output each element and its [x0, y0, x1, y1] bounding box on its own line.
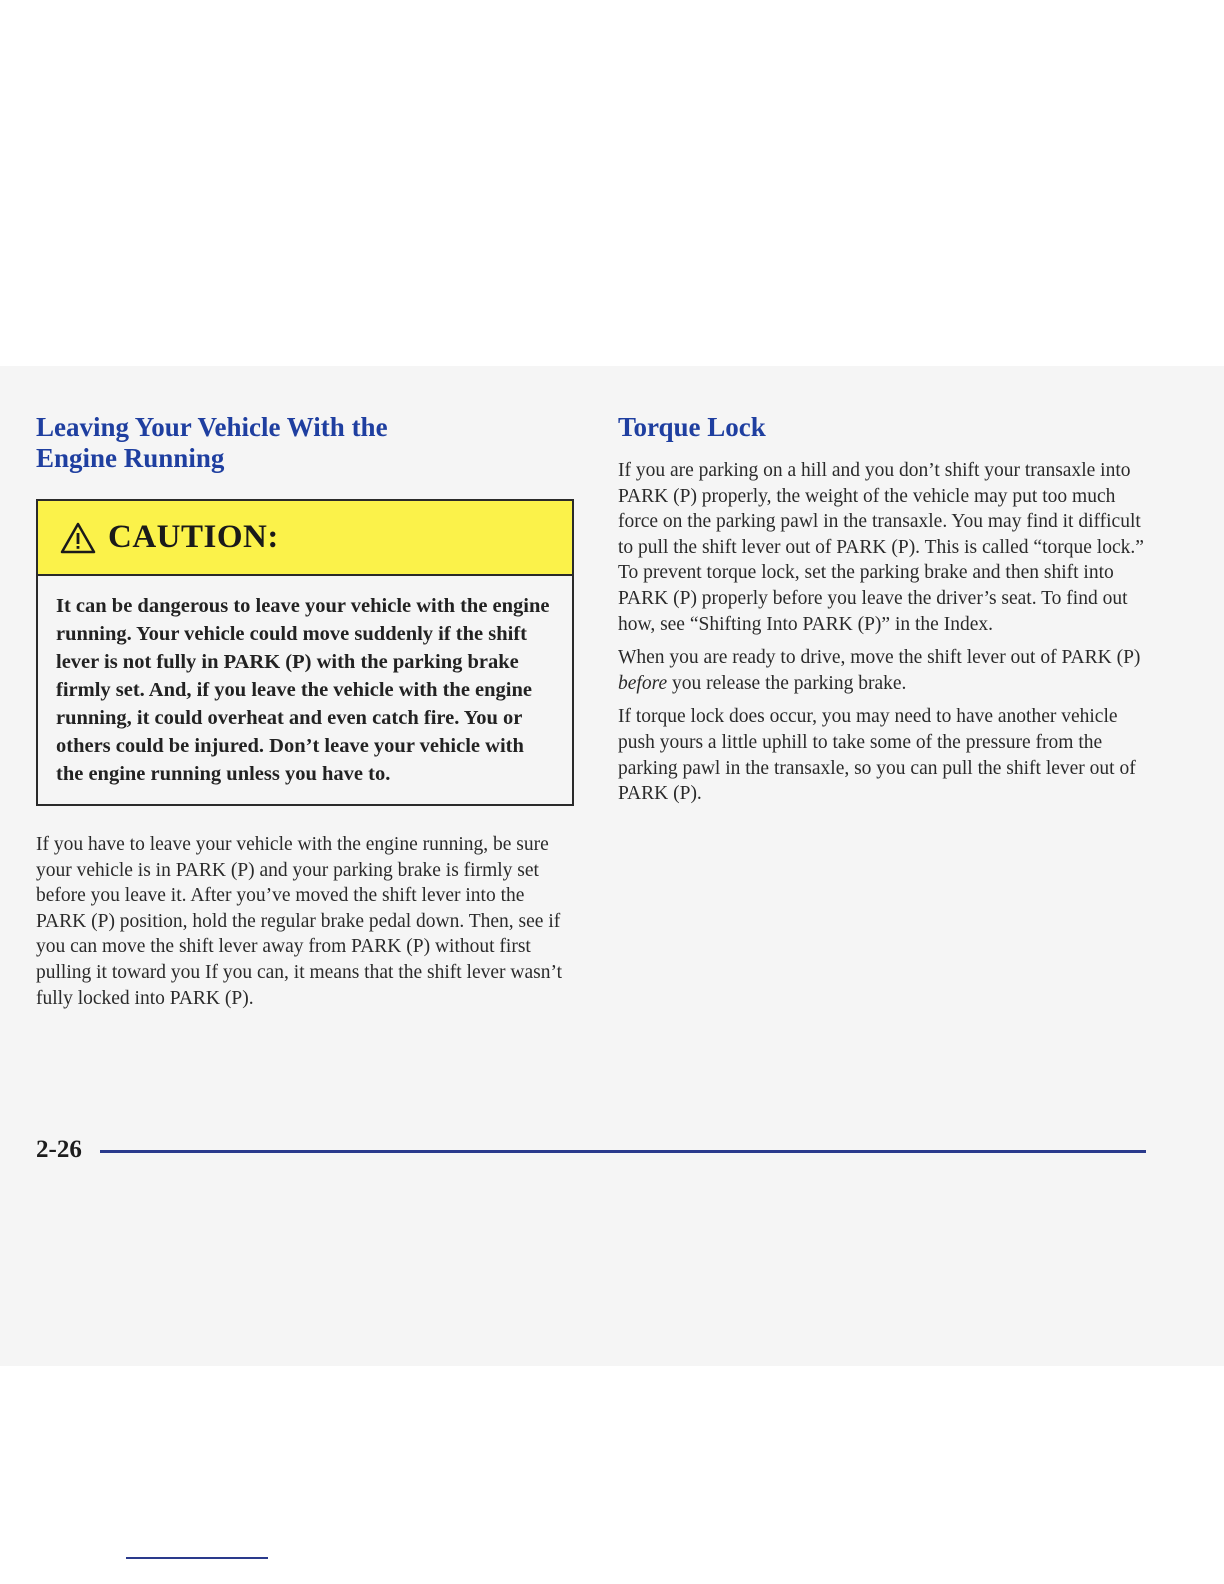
- torque-lock-paragraph-2: [618, 645, 1158, 696]
- right-column: [618, 412, 1158, 807]
- page-number: 2-26: [36, 1136, 82, 1163]
- paragraph-2-start: When you are ready to drive, move the shift lever out of PARK (P): [618, 647, 1141, 669]
- leaving-vehicle-paragraph: If you have to leave your vehicle with the engine running, be sure your vehicle is in PARK (P) and your parking brake is firmly set before you leave it. After you’ve moved the shift lever into the PARK (P) position, hold the regular brake pedal down. Then, see if you can move the shift lever away from PARK (P) without first pulling it toward you If you can, it means that the shift lever wasn’t fully locked into PARK (P).: [36, 834, 563, 1009]
- section-heading-leaving-vehicle: [36, 412, 576, 474]
- left-column: [36, 412, 576, 1011]
- bottom-rule-mark: [126, 1557, 268, 1559]
- section-heading-torque-lock: Torque Lock: [618, 412, 766, 442]
- heading-line-2: Engine Running: [36, 443, 225, 473]
- paragraph-2-end: you release the parking brake.: [671, 672, 907, 694]
- caution-banner: [38, 501, 572, 576]
- caution-box: [36, 499, 574, 806]
- torque-lock-paragraph-3: If torque lock does occur, you may need to have another vehicle push yours a little uphill to take some of the pressure from the parking pawl in the transaxle, so you can pull the shift lever out of PARK (P).: [618, 706, 1136, 805]
- warning-triangle-icon: [60, 522, 96, 554]
- caution-text: It can be dangerous to leave your vehicle with the engine running. Your vehicle could move suddenly if the shift lever is not fully in PARK (P) with the parking brake firmly set. And, if you leave the vehicle with the engine running, it could overheat and even catch fire. You or others could be injured. Don’t leave your vehicle with the engine running unless you have to.: [56, 595, 550, 785]
- footer-rule: [100, 1150, 1146, 1153]
- paragraph-2-emphasis: before: [618, 672, 668, 694]
- heading-line-1: Leaving Your Vehicle With the: [36, 412, 388, 442]
- caution-label: CAUTION:: [108, 519, 279, 555]
- torque-lock-paragraph-1: If you are parking on a hill and you don’t shift your transaxle into PARK (P) properly, the weight of the vehicle may put too much force on the parking pawl in the transaxle. You may find it difficult to pull the shift lever out of PARK (P). This is called “torque lock.” To prevent torque lock, set the parking brake and then shift into PARK (P) properly before you leave the driver’s seat. To find out how, see “Shifting Into PARK (P)” in the Index.: [618, 460, 1144, 635]
